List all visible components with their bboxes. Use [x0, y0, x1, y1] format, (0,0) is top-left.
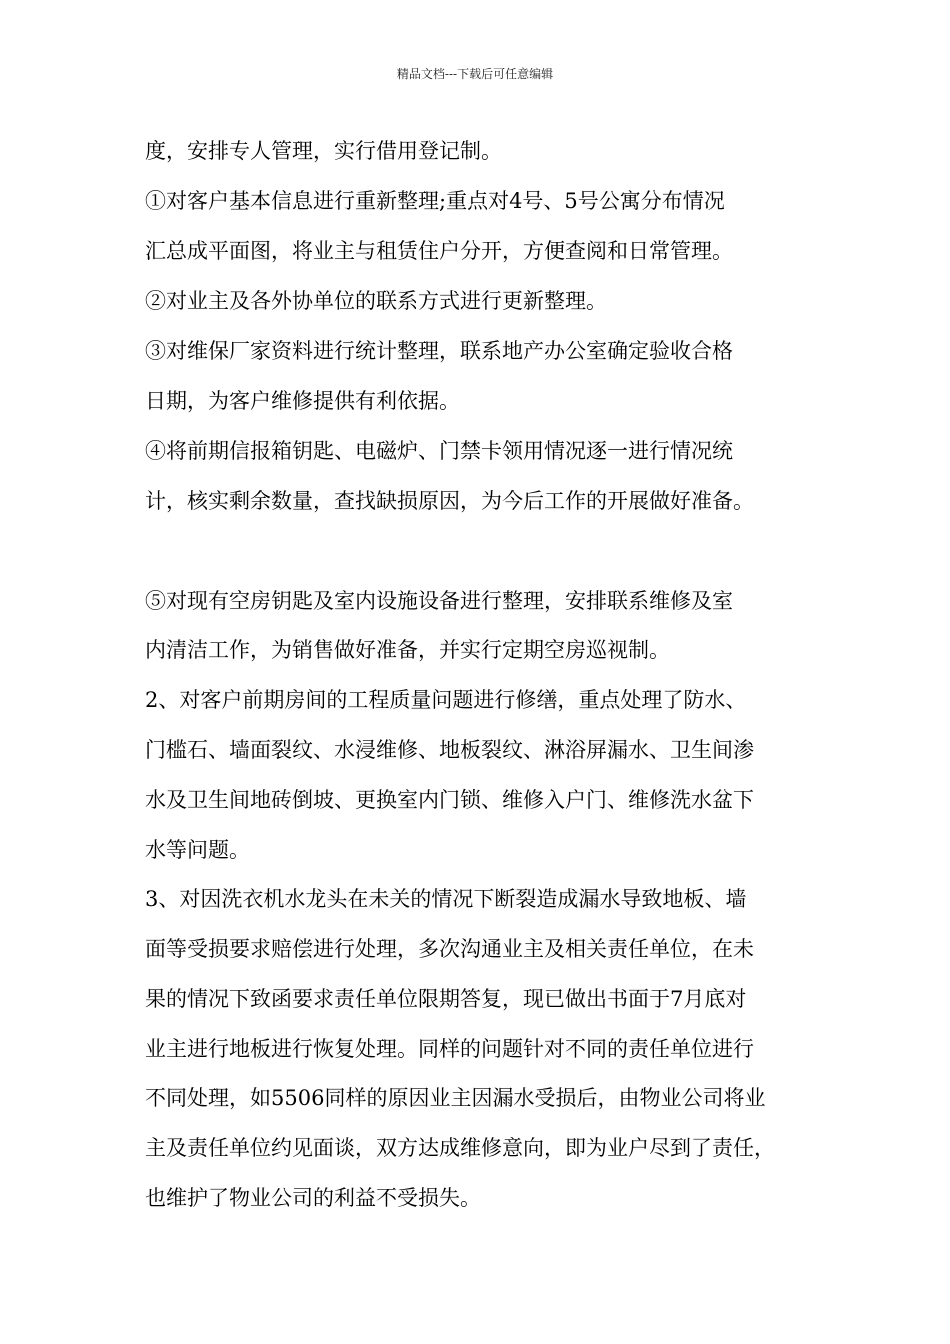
- paragraph-line: 也维护了物业公司的利益不受损失。: [145, 1186, 481, 1210]
- paragraph-line: ②对业主及各外协单位的联系方式进行更新整理。: [145, 289, 607, 313]
- paragraph-line: 汇总成平面图，将业主与租赁住户分开，方便查阅和日常管理。: [145, 239, 733, 263]
- paragraph-line: ①对客户基本信息进行重新整理;重点对4号、5号公寓分布情况: [145, 189, 725, 213]
- paragraph-line: 果的情况下致函要求责任单位限期答复，现已做出书面于7月底对: [145, 987, 747, 1011]
- paragraph-line: 水及卫生间地砖倒坡、更换室内门锁、维修入户门、维修洗水盆下: [145, 788, 754, 812]
- paragraph-line: 不同处理，如5506同样的原因业主因漏水受损后，由物业公司将业: [145, 1086, 766, 1110]
- paragraph-line: 2、对客户前期房间的工程质量问题进行修缮，重点处理了防水、: [145, 688, 747, 712]
- paragraph-line: 主及责任单位约见面谈，双方达成维修意向，即为业户尽到了责任，: [145, 1136, 775, 1160]
- paragraph-line: 业主进行地板进行恢复处理。同样的问题针对不同的责任单位进行: [145, 1037, 754, 1061]
- paragraph-line: ⑤对现有空房钥匙及室内设施设备进行整理，安排联系维修及室: [145, 589, 733, 613]
- paragraph-line: 3、对因洗衣机水龙头在未关的情况下断裂造成漏水导致地板、墙: [145, 887, 747, 911]
- paragraph-line: ③对维保厂家资料进行统计整理，联系地产办公室确定验收合格: [145, 339, 733, 363]
- paragraph-line: 面等受损要求赔偿进行处理，多次沟通业主及相关责任单位，在未: [145, 937, 754, 961]
- paragraph-line: 计，核实剩余数量，查找缺损原因，为今后工作的开展做好准备。: [145, 489, 754, 513]
- page-header: 精品文档---下载后可任意编辑: [396, 67, 554, 81]
- paragraph-line: 内清洁工作，为销售做好准备，并实行定期空房巡视制。: [145, 638, 670, 662]
- paragraph-line: ④将前期信报箱钥匙、电磁炉、门禁卡领用情况逐一进行情况统: [145, 439, 733, 463]
- paragraph-line: 度，安排专人管理，实行借用登记制。: [145, 139, 502, 163]
- paragraph-line: 日期，为客户维修提供有利依据。: [145, 389, 460, 413]
- paragraph-line: 门槛石、墙面裂纹、水浸维修、地板裂纹、淋浴屏漏水、卫生间渗: [145, 738, 754, 762]
- paragraph-line: 水等问题。: [145, 838, 250, 862]
